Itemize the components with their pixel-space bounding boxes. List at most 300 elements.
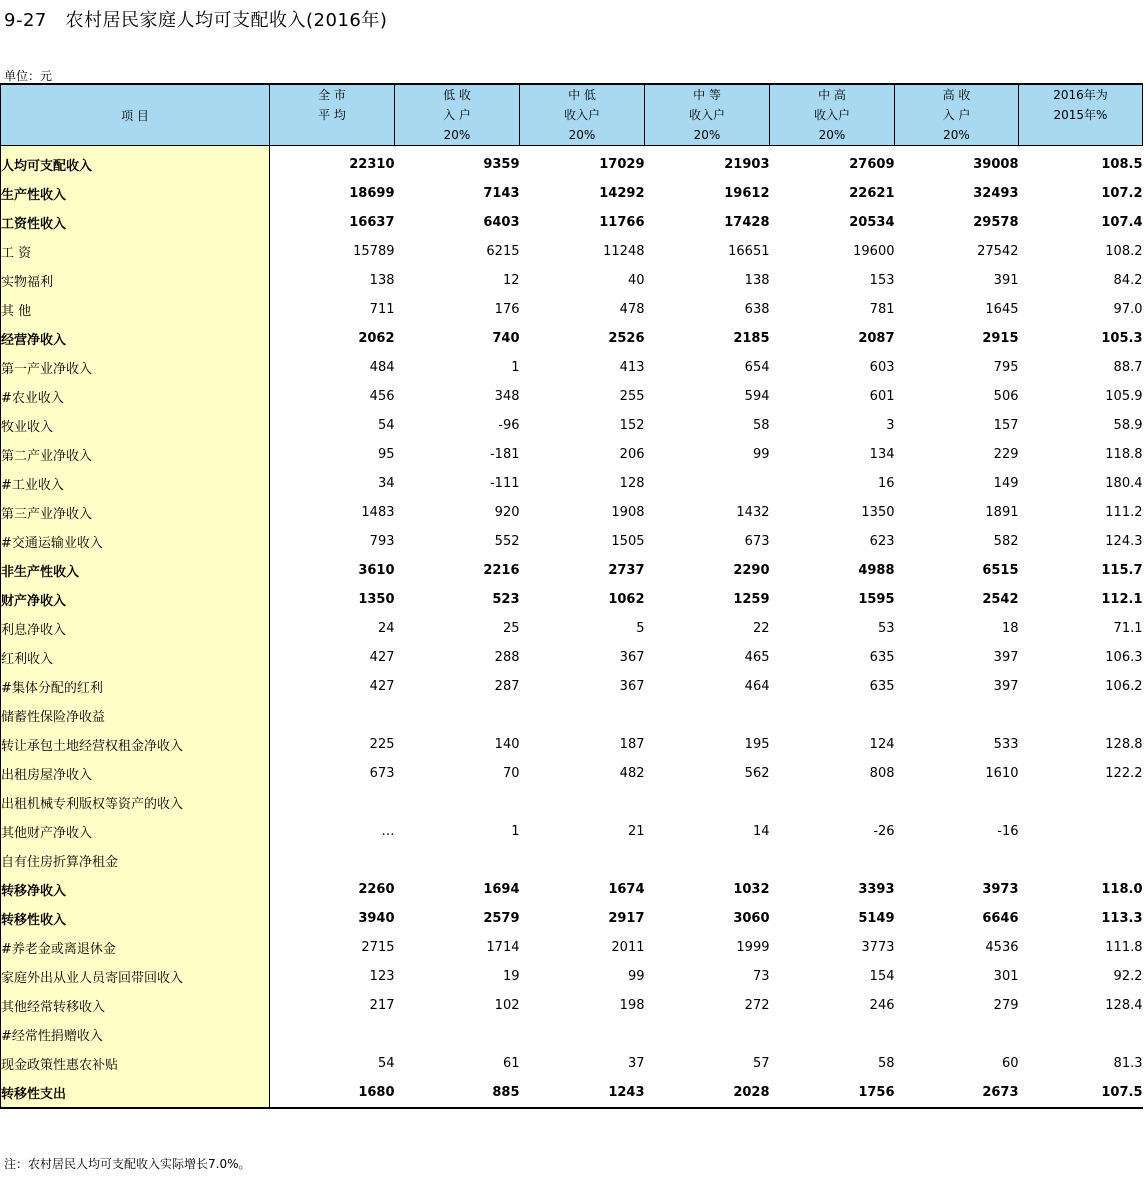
- row-value: 1432: [736, 505, 770, 520]
- row-label: 红利收入: [1, 643, 270, 672]
- row-value: 115.7: [1101, 563, 1143, 578]
- row-value: 40: [627, 273, 645, 288]
- row-value: 124: [869, 737, 895, 752]
- row-value: 1243: [520, 1078, 645, 1108]
- row-value: 1891: [985, 505, 1019, 520]
- table-title: 9-27 农村居民家庭人均可支配收入(2016年): [4, 10, 388, 31]
- row-value: 2216: [483, 563, 520, 578]
- row-value: 413: [619, 360, 645, 375]
- row-value: 2062: [358, 331, 395, 346]
- table-row: [1, 759, 1143, 788]
- row-value: [645, 846, 770, 875]
- row-label: 转移性支出: [1, 1078, 270, 1108]
- row-value: 272: [744, 998, 770, 1013]
- row-value: 25: [502, 621, 520, 636]
- row-value: 128: [619, 476, 645, 491]
- row-value: [645, 1020, 770, 1049]
- table-row: [1, 585, 1143, 614]
- row-value: 34: [377, 476, 395, 491]
- row-value: 397: [993, 679, 1019, 694]
- row-value: [520, 846, 645, 875]
- row-value: 2011: [611, 940, 645, 955]
- row-value: 6515: [982, 563, 1019, 578]
- row-value: 3060: [733, 911, 770, 926]
- row-value: 397: [993, 650, 1019, 665]
- row-value: 255: [619, 389, 645, 404]
- table-row: [1, 208, 1143, 237]
- table-row: [1, 1049, 1143, 1078]
- row-value: 99: [627, 969, 645, 984]
- row-value: 92.2: [1113, 969, 1143, 984]
- row-value: 58.9: [1113, 418, 1143, 433]
- row-value: 128.8: [1105, 737, 1143, 752]
- row-value: 2290: [733, 563, 770, 578]
- row-value: 2087: [858, 331, 895, 346]
- row-value: 20534: [849, 215, 895, 230]
- row-value: 348: [494, 389, 520, 404]
- row-value: 464: [744, 679, 770, 694]
- row-label: 第二产业净收入: [1, 440, 270, 469]
- row-label: 财产净收入: [1, 585, 270, 614]
- table-row: [1, 556, 1143, 585]
- row-value: 22: [752, 621, 770, 636]
- row-value: 19: [502, 969, 520, 984]
- row-label: 实物福利: [1, 266, 270, 295]
- row-value: [1019, 846, 1143, 875]
- row-value: 478: [619, 302, 645, 317]
- row-label: 家庭外出从业人员寄回带回收入: [1, 962, 270, 991]
- row-value: 582: [993, 534, 1019, 549]
- row-value: 60: [1001, 1056, 1019, 1071]
- row-value: -16: [997, 824, 1019, 839]
- row-value: 427: [369, 679, 395, 694]
- row-value: 391: [993, 273, 1019, 288]
- table-row: [1, 672, 1143, 701]
- row-label: 自有住房折算净租金: [1, 846, 270, 875]
- row-value: 71.1: [1113, 621, 1143, 636]
- row-value: 795: [993, 360, 1019, 375]
- row-value: [395, 701, 520, 730]
- row-value: 623: [869, 534, 895, 549]
- row-value: 88.7: [1113, 360, 1143, 375]
- row-value: 6646: [982, 911, 1019, 926]
- row-label: 经营净收入: [1, 324, 270, 353]
- row-value: 22621: [849, 186, 895, 201]
- row-value: 187: [619, 737, 645, 752]
- row-value: 654: [744, 360, 770, 375]
- row-value: 885: [395, 1078, 520, 1108]
- row-label: 其他经常转移收入: [1, 991, 270, 1020]
- row-value: [520, 788, 645, 817]
- row-value: 9359: [483, 157, 520, 172]
- row-value: [395, 846, 520, 875]
- table-row: [1, 527, 1143, 556]
- row-value: 102: [494, 998, 520, 1013]
- row-value: 107.2: [1101, 186, 1143, 201]
- table-row: [1, 382, 1143, 411]
- row-value: [645, 701, 770, 730]
- row-value: [270, 701, 395, 730]
- row-label: 出租房屋净收入: [1, 759, 270, 788]
- row-value: 2673: [895, 1078, 1019, 1108]
- row-value: 29578: [973, 215, 1019, 230]
- row-value: 1259: [733, 592, 770, 607]
- row-value: 19600: [853, 244, 895, 259]
- row-value: 53: [877, 621, 895, 636]
- row-value: 808: [869, 766, 895, 781]
- table-row: [1, 324, 1143, 353]
- row-value: [520, 1020, 645, 1049]
- row-label: 储蓄性保险净收益: [1, 701, 270, 730]
- row-label: 其 他: [1, 295, 270, 324]
- row-value: [1019, 1020, 1143, 1049]
- table-row: [1, 469, 1143, 498]
- row-value: 37: [627, 1056, 645, 1071]
- table-row: [1, 962, 1143, 991]
- row-value: 111.8: [1105, 940, 1143, 955]
- row-value: 11248: [603, 244, 645, 259]
- row-value: [270, 788, 395, 817]
- table-row: [1, 353, 1143, 382]
- row-value: 206: [619, 447, 645, 462]
- table-row: [1, 295, 1143, 324]
- table-row: [1, 179, 1143, 208]
- row-label: 人均可支配收入: [1, 150, 270, 179]
- table-row: [1, 730, 1143, 759]
- row-value: 21903: [724, 157, 770, 172]
- header-col-high: 高 收 入 户 20%: [895, 84, 1019, 146]
- row-value: [1019, 701, 1143, 730]
- row-value: 6403: [483, 215, 520, 230]
- row-value: 39008: [973, 157, 1019, 172]
- row-value: 2260: [358, 882, 395, 897]
- row-value: 16651: [728, 244, 770, 259]
- row-value: 781: [869, 302, 895, 317]
- row-label: #经常性捐赠收入: [1, 1020, 270, 1049]
- row-value: 484: [369, 360, 395, 375]
- row-value: 1756: [770, 1078, 895, 1108]
- row-value: 3: [886, 418, 895, 433]
- row-value: -111: [489, 476, 520, 491]
- table-row: [1, 904, 1143, 933]
- row-value: 105.3: [1101, 331, 1143, 346]
- row-value: 149: [993, 476, 1019, 491]
- row-value: 601: [869, 389, 895, 404]
- row-value: 673: [744, 534, 770, 549]
- row-value: [770, 701, 895, 730]
- row-value: 176: [494, 302, 520, 317]
- table-row: [1, 933, 1143, 962]
- row-value: 18699: [349, 186, 395, 201]
- row-value: 113.3: [1101, 911, 1143, 926]
- row-value: 594: [744, 389, 770, 404]
- row-value: 217: [369, 998, 395, 1013]
- row-value: 27609: [849, 157, 895, 172]
- row-value: 106.3: [1105, 650, 1143, 665]
- row-value: 5149: [858, 911, 895, 926]
- row-value: 54: [377, 418, 395, 433]
- row-label: 转移性收入: [1, 904, 270, 933]
- row-value: 14292: [599, 186, 645, 201]
- row-value: 6215: [486, 244, 520, 259]
- row-value: 246: [869, 998, 895, 1013]
- row-value: 152: [619, 418, 645, 433]
- row-value: 367: [619, 679, 645, 694]
- row-label: 转移净收入: [1, 875, 270, 904]
- row-value: 22310: [349, 157, 395, 172]
- row-value: 11766: [599, 215, 645, 230]
- row-value: 112.1: [1101, 592, 1143, 607]
- row-value: 128.4: [1105, 998, 1143, 1013]
- row-value: 427: [369, 650, 395, 665]
- row-label: 其他财产净收入: [1, 817, 270, 846]
- row-label: 非生产性收入: [1, 556, 270, 585]
- row-value: 1610: [985, 766, 1019, 781]
- row-value: 57: [752, 1056, 770, 1071]
- header-col-average: 全 市 平 均: [270, 84, 395, 146]
- row-value: 97.0: [1113, 302, 1143, 317]
- row-value: 118.0: [1101, 882, 1143, 897]
- row-value: 105.9: [1105, 389, 1143, 404]
- row-value: 1595: [858, 592, 895, 607]
- row-value: 108.2: [1105, 244, 1143, 259]
- row-value: 920: [494, 505, 520, 520]
- row-value: 70: [502, 766, 520, 781]
- row-value: 84.2: [1113, 273, 1143, 288]
- row-value: 562: [744, 766, 770, 781]
- table-row: [1, 846, 1143, 875]
- row-value: 3773: [861, 940, 895, 955]
- table-row: [1, 266, 1143, 295]
- row-value: …: [381, 824, 395, 839]
- row-label: #工业收入: [1, 469, 270, 498]
- row-value: 603: [869, 360, 895, 375]
- row-value: 288: [494, 650, 520, 665]
- row-value: 15789: [353, 244, 395, 259]
- row-value: 2579: [483, 911, 520, 926]
- row-value: 198: [619, 998, 645, 1013]
- table-body: [1, 146, 1143, 1109]
- row-label: 利息净收入: [1, 614, 270, 643]
- row-value: 24: [377, 621, 395, 636]
- table-row: [1, 875, 1143, 904]
- row-value: 12: [502, 273, 520, 288]
- row-value: 54: [377, 1056, 395, 1071]
- row-label: 工 资: [1, 237, 270, 266]
- row-value: 18: [1001, 621, 1019, 636]
- row-value: 1: [511, 360, 520, 375]
- table-row: [1, 991, 1143, 1020]
- table-row: [1, 788, 1143, 817]
- row-value: 1032: [733, 882, 770, 897]
- row-value: 99: [752, 447, 770, 462]
- row-value: 17029: [599, 157, 645, 172]
- row-value: 1350: [358, 592, 395, 607]
- income-table: [0, 83, 1143, 1109]
- row-value: 482: [619, 766, 645, 781]
- table-row: [1, 1020, 1143, 1049]
- header-col-upper-middle: 中 高 收入户 20%: [770, 84, 895, 146]
- table-row: [1, 817, 1143, 846]
- row-value: 1908: [611, 505, 645, 520]
- row-value: -181: [489, 447, 520, 462]
- row-value: 154: [869, 969, 895, 984]
- row-value: 138: [369, 273, 395, 288]
- row-value: 506: [993, 389, 1019, 404]
- row-value: 635: [869, 679, 895, 694]
- row-value: 16637: [349, 215, 395, 230]
- row-label: #农业收入: [1, 382, 270, 411]
- row-value: 122.2: [1105, 766, 1143, 781]
- row-value: 533: [993, 737, 1019, 752]
- row-value: [1019, 788, 1143, 817]
- row-value: 106.2: [1105, 679, 1143, 694]
- table-row: [1, 643, 1143, 672]
- table-row: [1, 440, 1143, 469]
- row-label: 第三产业净收入: [1, 498, 270, 527]
- row-value: 180.4: [1105, 476, 1143, 491]
- row-value: 19612: [724, 186, 770, 201]
- row-value: 1: [511, 824, 520, 839]
- row-value: 711: [369, 302, 395, 317]
- row-value: 456: [369, 389, 395, 404]
- table-row: [1, 701, 1143, 730]
- row-value: 16: [877, 476, 895, 491]
- row-value: 2028: [645, 1078, 770, 1108]
- row-value: 2185: [733, 331, 770, 346]
- row-value: 3393: [858, 882, 895, 897]
- row-value: 107.5: [1019, 1078, 1143, 1108]
- row-value: 1999: [736, 940, 770, 955]
- row-value: 793: [369, 534, 395, 549]
- row-value: 1350: [861, 505, 895, 520]
- row-value: 5: [636, 621, 645, 636]
- row-value: [895, 846, 1019, 875]
- header-col-lower-middle: 中 低 收入户 20%: [520, 84, 645, 146]
- row-value: [895, 701, 1019, 730]
- header-col-ratio: 2016年为 2015年%: [1019, 84, 1143, 146]
- row-value: 740: [492, 331, 520, 346]
- row-label: 工资性收入: [1, 208, 270, 237]
- row-label: #养老金或离退休金: [1, 933, 270, 962]
- table-row: [1, 498, 1143, 527]
- row-value: 1483: [361, 505, 395, 520]
- row-value: 3940: [358, 911, 395, 926]
- header-item: 项 目: [1, 84, 270, 146]
- row-value: 95: [377, 447, 395, 462]
- row-value: [770, 788, 895, 817]
- footnote: 注：农村居民人均可支配收入实际增长7.0%。: [4, 1157, 251, 1171]
- row-value: 27542: [977, 244, 1019, 259]
- table-row: [1, 614, 1143, 643]
- row-value: [645, 469, 770, 498]
- header-col-low: 低 收 入 户 20%: [395, 84, 520, 146]
- row-value: [645, 788, 770, 817]
- row-value: [270, 846, 395, 875]
- row-value: 2715: [361, 940, 395, 955]
- row-value: 140: [494, 737, 520, 752]
- row-value: 4536: [985, 940, 1019, 955]
- row-value: 2917: [608, 911, 645, 926]
- row-value: 2526: [608, 331, 645, 346]
- row-value: 107.4: [1101, 215, 1143, 230]
- row-value: 229: [993, 447, 1019, 462]
- row-value: [1019, 817, 1143, 846]
- row-value: 123: [369, 969, 395, 984]
- row-value: [395, 1020, 520, 1049]
- row-value: 61: [502, 1056, 520, 1071]
- row-value: [395, 788, 520, 817]
- row-value: 1645: [985, 302, 1019, 317]
- row-value: 1505: [611, 534, 645, 549]
- row-value: 124.3: [1105, 534, 1143, 549]
- row-value: 1674: [608, 882, 645, 897]
- table-header: [1, 84, 1143, 146]
- row-value: 14: [752, 824, 770, 839]
- row-value: [895, 788, 1019, 817]
- row-value: 81.3: [1113, 1056, 1143, 1071]
- row-value: 118.8: [1105, 447, 1143, 462]
- row-value: 287: [494, 679, 520, 694]
- row-value: 7143: [483, 186, 520, 201]
- row-value: 111.2: [1105, 505, 1143, 520]
- row-value: 2542: [982, 592, 1019, 607]
- row-label: 牧业收入: [1, 411, 270, 440]
- row-value: 3973: [982, 882, 1019, 897]
- row-value: 32493: [973, 186, 1019, 201]
- row-value: [895, 1020, 1019, 1049]
- row-value: 301: [993, 969, 1019, 984]
- row-value: -26: [873, 824, 895, 839]
- table-row: [1, 1078, 1143, 1108]
- row-label: 生产性收入: [1, 179, 270, 208]
- row-value: 195: [744, 737, 770, 752]
- row-value: 673: [369, 766, 395, 781]
- row-value: [770, 1020, 895, 1049]
- row-value: 552: [494, 534, 520, 549]
- row-value: 523: [492, 592, 520, 607]
- row-value: 134: [869, 447, 895, 462]
- row-value: 157: [993, 418, 1019, 433]
- row-value: [520, 701, 645, 730]
- row-value: 1714: [486, 940, 520, 955]
- row-value: 635: [869, 650, 895, 665]
- row-label: 第一产业净收入: [1, 353, 270, 382]
- row-value: 58: [752, 418, 770, 433]
- row-value: 58: [877, 1056, 895, 1071]
- table-row: [1, 150, 1143, 179]
- row-value: 2737: [608, 563, 645, 578]
- row-value: 138: [744, 273, 770, 288]
- row-value: 1680: [270, 1078, 395, 1108]
- row-value: 638: [744, 302, 770, 317]
- row-value: 21: [627, 824, 645, 839]
- row-value: 17428: [724, 215, 770, 230]
- table-row: [1, 411, 1143, 440]
- row-value: [770, 846, 895, 875]
- row-value: 4988: [858, 563, 895, 578]
- row-value: 153: [869, 273, 895, 288]
- table-row: [1, 237, 1143, 266]
- row-value: 1694: [483, 882, 520, 897]
- row-value: 73: [752, 969, 770, 984]
- unit-label: 单位：元: [4, 69, 53, 83]
- row-value: 3610: [358, 563, 395, 578]
- row-label: 现金政策性惠农补贴: [1, 1049, 270, 1078]
- row-value: 2915: [982, 331, 1019, 346]
- row-label: #交通运输业收入: [1, 527, 270, 556]
- row-value: 465: [744, 650, 770, 665]
